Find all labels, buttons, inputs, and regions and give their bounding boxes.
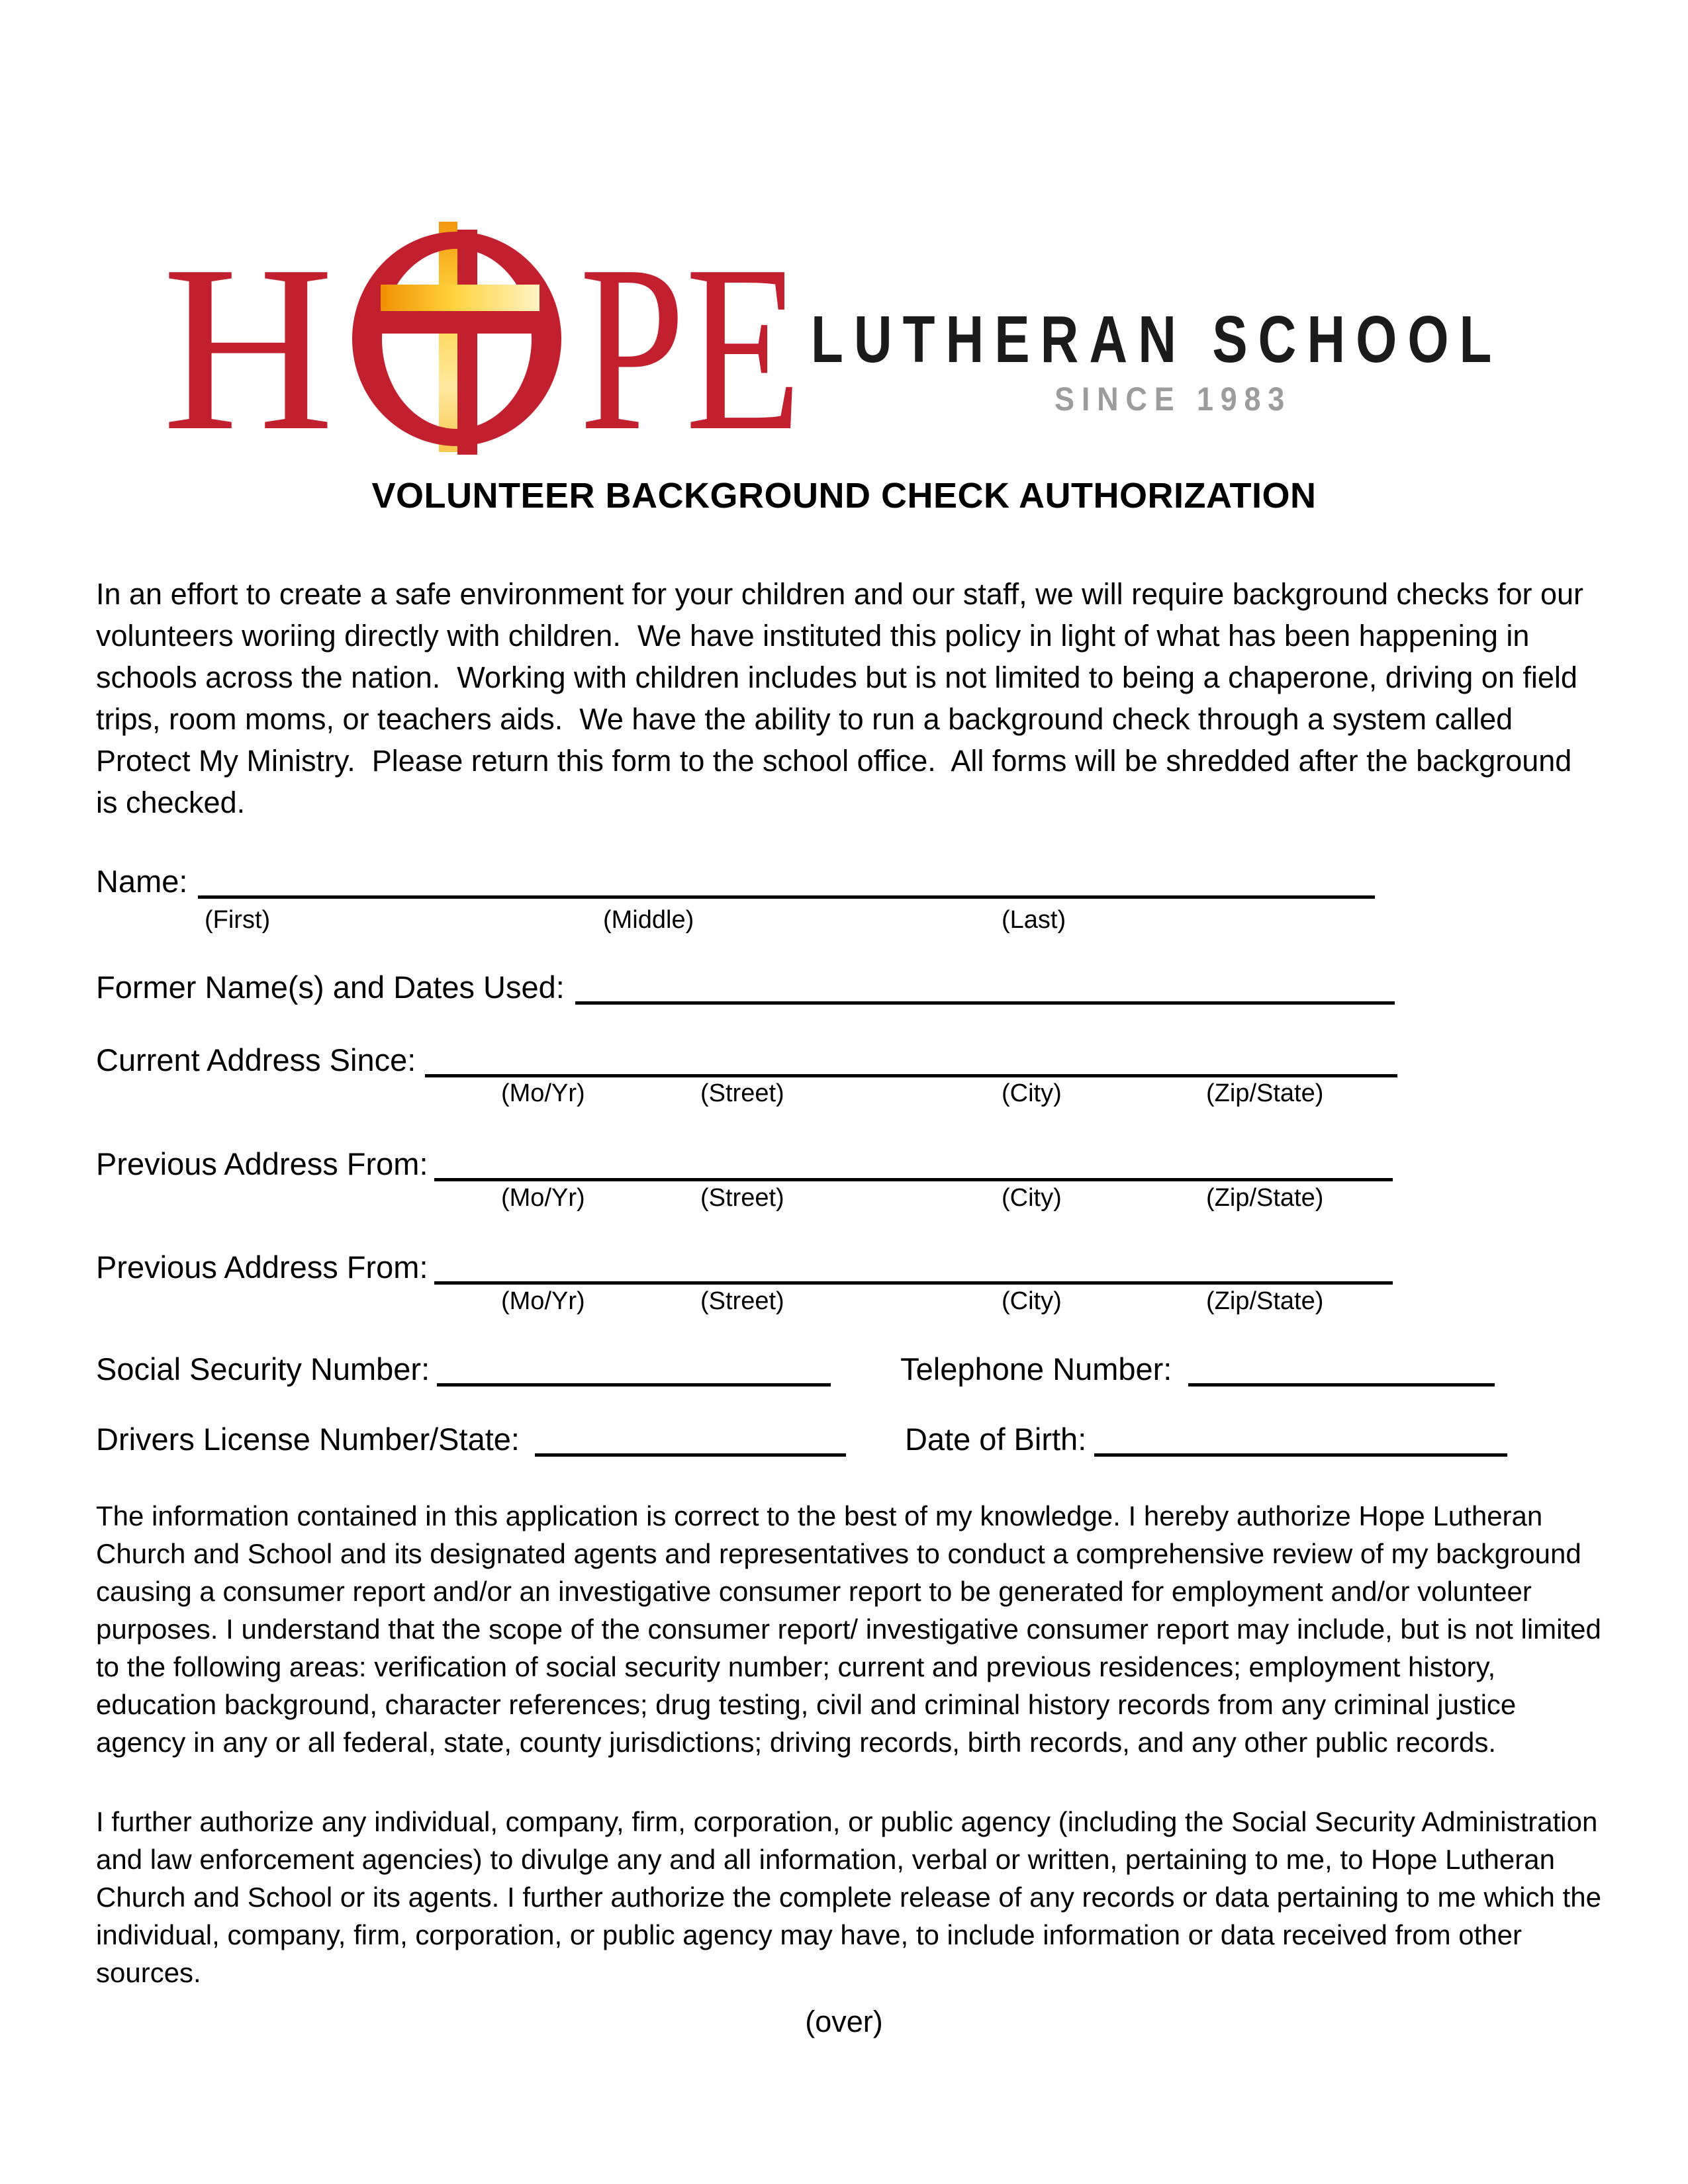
previous-address-1-blank-line <box>434 1171 1393 1181</box>
school-logo-header <box>152 216 1575 480</box>
intro-paragraph: In an effort to create a safe environment for your children and our staff, we will require background checks for our volunteers woriing directly with children. We have instituted this policy in light of what has been happening in schools across the nation. Working with children includes but is not limited to being a chaperone, driving on field trips, room moms, or teachers aids. We have the ability to run a background check through a system called Protect My Ministry. Please return this form to the school office. All forms will be shredded after the background is checked. <box>96 577 1592 819</box>
previous-address-1-label: Previous Address From: <box>96 1146 428 1181</box>
former-names-blank-line <box>575 995 1395 1005</box>
page-title: VOLUNTEER BACKGROUND CHECK AUTHORIZATION <box>371 476 1317 516</box>
last-sublabel: (Last) <box>1002 906 1066 934</box>
mo-yr-sublabel: (Mo/Yr) <box>501 1184 585 1212</box>
previous-address-2-field-row <box>96 1248 1393 1287</box>
current-address-blank-line <box>425 1068 1397 1077</box>
name-sublabels <box>96 905 1618 936</box>
name-blank-line <box>198 889 1375 899</box>
city-sublabel: (City) <box>1002 1079 1062 1107</box>
telephone-label: Telephone Number: <box>900 1351 1172 1387</box>
hope-logo-letters-pe: PE <box>579 216 802 480</box>
telephone-blank-line <box>1188 1377 1495 1387</box>
since-year-text: SINCE 1983 <box>1055 381 1292 418</box>
name-field-row <box>96 862 1375 901</box>
drivers-license-blank-line <box>535 1447 846 1457</box>
street-sublabel: (Street) <box>700 1184 784 1212</box>
current-address-field-row <box>96 1041 1397 1079</box>
hope-logo-o <box>351 222 563 457</box>
name-label: Name: <box>96 864 188 899</box>
authorization-paragraph-2: I further authorize any individual, company, firm, corporation, or public agency (including the Social Security Administration and law enforcement agencies) to divulge any and all information, verbal or written, pertaining to me, to Hope Lutheran Church and School or its agents. I further authorize the complete release of any records or data pertaining to me which the individual, company, firm, corporation, or public agency may have, to include information or data received from other sources. <box>96 1806 1609 1988</box>
previous-address-2-label: Previous Address From: <box>96 1250 428 1285</box>
ssn-phone-field-row <box>96 1350 1495 1388</box>
street-sublabel: (Street) <box>700 1079 784 1107</box>
cross-horizontal-bar <box>381 285 539 311</box>
authorization-paragraph-1: The information contained in this application is correct to the best of my knowledge. I hereby authorize Hope Lutheran Church and School and its designated agents and representatives to conduct a comprehensive review of my background causing a consumer report and/or an investigative consumer report to be generated for employment and/or volunteer purposes. I understand that the scope of the consumer report/ investigative consumer report may include, but is not limited to the following areas: verification of social security number; current and previous residences; employment history, education background, character references; drug testing, civil and criminal history records from any criminal justice agency in any or all federal, state, county jurisdictions; driving records, birth records, and any other public records. <box>96 1500 1609 1758</box>
city-sublabel: (City) <box>1002 1184 1062 1212</box>
previous-address-2-blank-line <box>434 1275 1393 1285</box>
cross-in-o-icon <box>351 222 563 457</box>
previous-address-1-sublabels <box>96 1183 1618 1214</box>
cross-shadow-horizontal <box>369 311 539 334</box>
street-sublabel: (Street) <box>700 1287 784 1315</box>
mo-yr-sublabel: (Mo/Yr) <box>501 1287 585 1315</box>
hope-logo-letter-h: H <box>162 216 334 480</box>
former-names-field-row <box>96 968 1395 1007</box>
drivers-license-label: Drivers License Number/State: <box>96 1422 520 1457</box>
over-note: (over) <box>805 2005 883 2038</box>
city-sublabel: (City) <box>1002 1287 1062 1315</box>
current-address-label: Current Address Since: <box>96 1042 416 1077</box>
mo-yr-sublabel: (Mo/Yr) <box>501 1079 585 1107</box>
ssn-blank-line <box>437 1377 831 1387</box>
ssn-label: Social Security Number: <box>96 1351 430 1387</box>
previous-address-2-sublabels <box>96 1287 1618 1317</box>
date-of-birth-label: Date of Birth: <box>904 1422 1087 1457</box>
date-of-birth-blank-line <box>1094 1447 1507 1457</box>
former-names-label: Former Name(s) and Dates Used: <box>96 970 565 1005</box>
first-sublabel: (First) <box>205 906 271 934</box>
zip-state-sublabel: (Zip/State) <box>1206 1287 1324 1315</box>
cross-shadow-vertical <box>457 230 477 455</box>
previous-address-1-field-row <box>96 1145 1393 1183</box>
middle-sublabel: (Middle) <box>603 906 694 934</box>
zip-state-sublabel: (Zip/State) <box>1206 1184 1324 1212</box>
cross-vertical-bar <box>439 222 457 452</box>
zip-state-sublabel: (Zip/State) <box>1206 1079 1324 1107</box>
school-name: LUTHERAN SCHOOL <box>811 302 1503 377</box>
drivers-license-dob-field-row <box>96 1420 1507 1459</box>
current-address-sublabels <box>96 1079 1618 1109</box>
